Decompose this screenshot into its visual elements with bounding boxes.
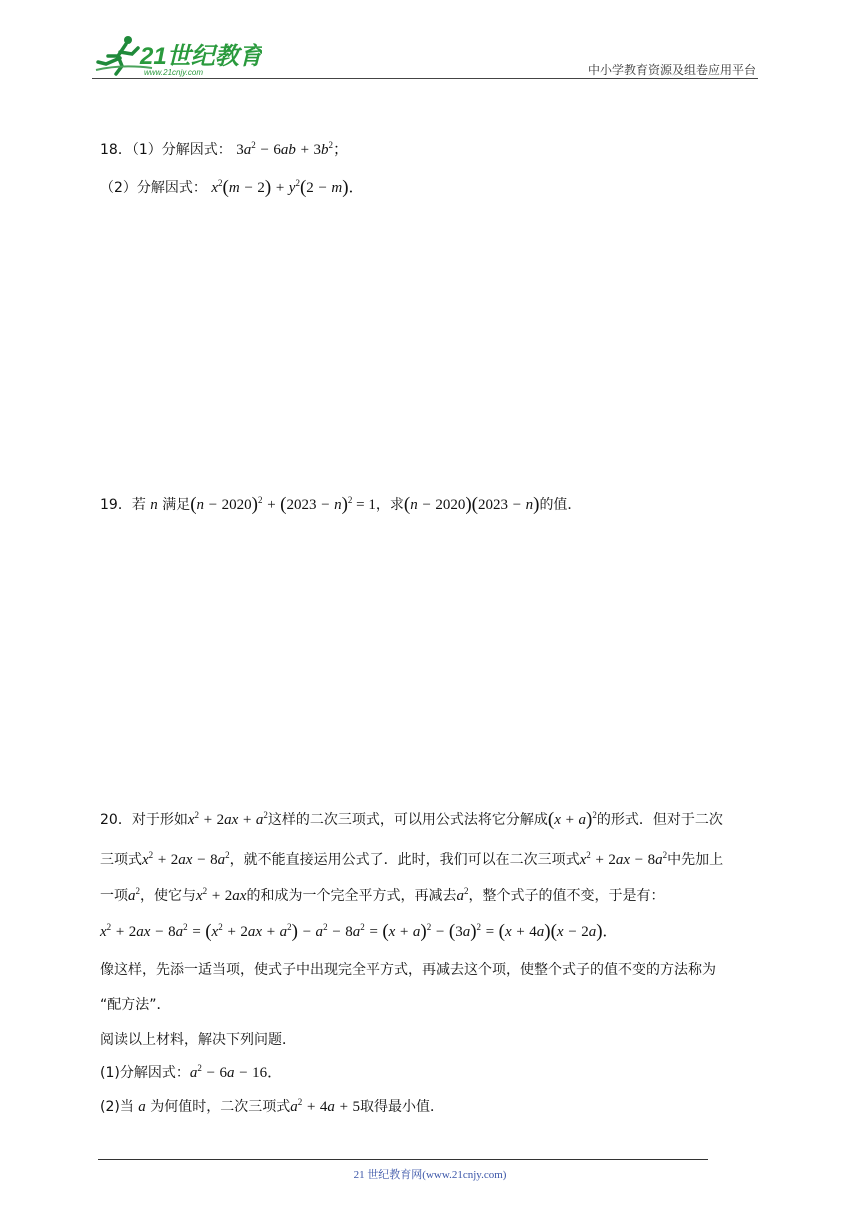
logo-text: 21世纪教育 [140,43,262,70]
q20-subq2: (2)当 a 为何值时，二次三项式$a^2 + 4a + 5$取得最小值． [100,1097,444,1115]
q19-text: 19．若 n 满足$(n - 2020)^2 + (2023 - n)^2 = 1$，求(n − 2020)(2023 − n)的值． [100,494,582,515]
q20-line6: “配方法”． [100,997,171,1013]
footer-divider [98,1159,708,1160]
q18-part1-expression: $3a^2 - 6ab + 3b^2$； [236,140,348,158]
q18-part2-expression: $x^2(m - 2) + y^2(2 - m)$． [211,177,364,198]
q20-line4-derivation: $x^2 + 2ax - 8a^2 = (x^2 + 2ax + a^2) - a^2 - 8a^2 = (x + a)^2 - (3a)^2 = (x + 4a)(x - 2a)$． [100,921,618,942]
header-divider [92,78,758,79]
q20-subq1: (1)分解因式：$a^2 - 6a - 16$． [100,1063,283,1081]
q20-line3: 一项$a^2$，使它与$x^2 + 2ax$的和成为一个完全平方式，再减去$a^2$，整个式子的值不变，于是有： [100,886,665,904]
logo-runner-icon [92,34,262,78]
logo-url: www.21cnjy.com [144,68,203,77]
footer-text: 21 世纪教育网(www.21cnjy.com) [353,1169,507,1181]
q20-line1: 20．对于形如$x^2 + 2ax + a^2$这样的二次三项式，可以用公式法将它分解成$(x + a)^2$的形式．但对于二次 [100,809,723,830]
q18-part1 [100,140,348,160]
q20-line7: 阅读以上材料，解决下列问题． [100,1032,296,1048]
q20-line5: 像这样，先添一适当项，使式子中出现完全平方式，再减去这个项，使整个式子的值不变的方法称为 [100,962,716,978]
q18-part2-prefix: （2）分解因式： [100,180,207,196]
platform-tagline: 中小学教育资源及组卷应用平台 [587,63,756,77]
logo [92,34,262,78]
q18-part2 [100,178,364,198]
q20-line2: 三项式$x^2 + 2ax - 8a^2$，就不能直接运用公式了．此时，我们可以在二次三项式$x^2 + 2ax - 8a^2$中先加上 [100,850,724,868]
q18-part1-prefix: 18．（1）分解因式： [100,142,232,158]
